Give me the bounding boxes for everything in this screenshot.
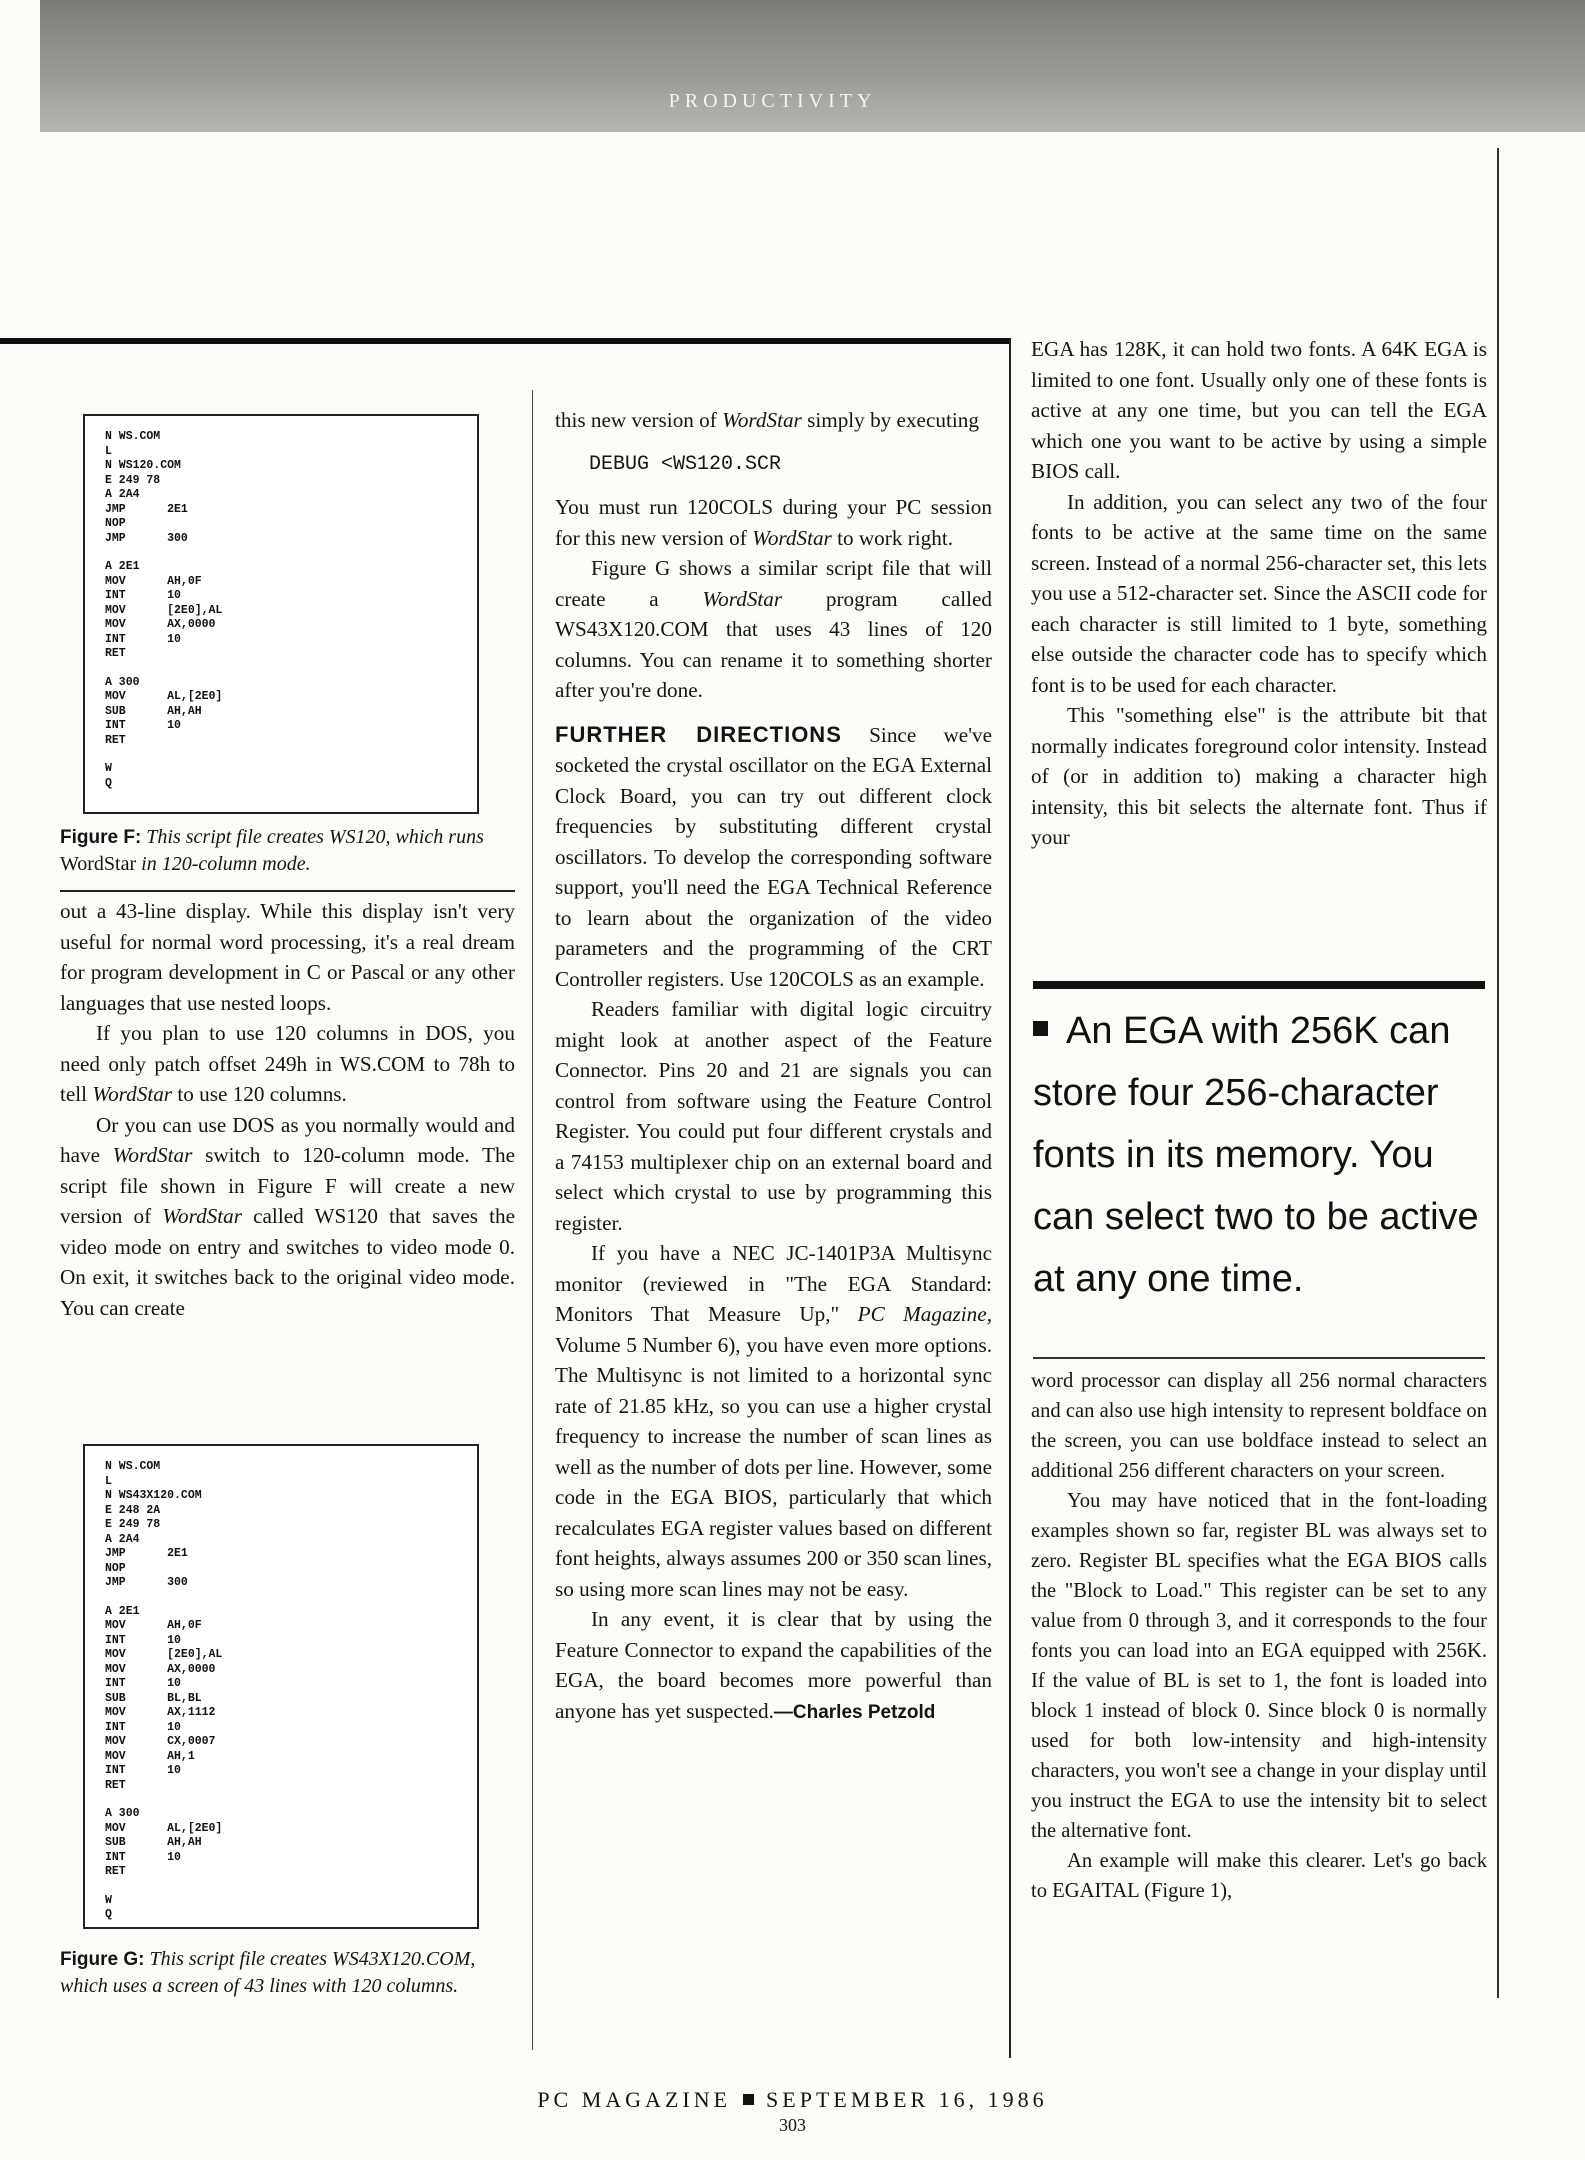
figure-g-code-line: INT 10: [105, 1677, 181, 1690]
col3-paragraph-5: You may have noticed that in the font-loading examples shown so far, register BL was always set to zero. Register BL specifies what the EGA BIOS calls the "Block to Load." This register can be set to any value from 0 through 3, and it corresponds to the four fonts you can load into an EGA equipped with 256K. If the value of BL is set to 1, the font is loaded into block 1 instead of block 0. Since block 0 is normally used for both low-intensity and high-intensity characters, you won't see a change in your display until you instruct the EGA to use the intensity bit to select the alternative font.: [1031, 1490, 1487, 1842]
col3-paragraph-4: word processor can display all 256 normal characters and can also use high intensity to represent boldface on the screen, you can use boldface instead to select an additional 256 different characters on your screen.: [1031, 1370, 1487, 1482]
figure-g-code-line: JMP 2E1: [105, 1547, 188, 1560]
footer-square-icon: [743, 2094, 754, 2105]
figure-f-code-line: MOV [2E0],AL: [105, 603, 223, 617]
figure-g-code-line: MOV AH,1: [105, 1749, 195, 1763]
figure-f-code-line: MOV AX,0000: [105, 618, 216, 631]
debug-command: DEBUG <WS120.SCR: [589, 452, 782, 476]
figure-g-code-line: MOV AL,[2E0]: [105, 1821, 223, 1835]
figure-g-code-line: E 248 2A: [105, 1503, 161, 1517]
figure-g-code-line: MOV [2E0],AL: [105, 1648, 223, 1661]
figure-g-code-line: [105, 1793, 477, 1807]
figure-f-code-line: A 300: [105, 675, 140, 689]
figure-g-code-line: INT 10: [105, 1720, 181, 1734]
pull-quote-text: An EGA with 256K can store four 256-character fonts in its memory. You can select two to be active at any one time.: [1033, 1010, 1479, 1300]
figure-g-code-line: N WS43X120.COM: [105, 1489, 202, 1502]
col3-paragraph-3: This "something else" is the attribute bit that normally indicates foreground color intensity. Instead of (or in addition to) making a character high intensity, this bit selects the alternate font. Thus if your: [1031, 703, 1487, 849]
col1-paragraph-3: Or you can use DOS as you normally would and have WordStar switch to 120-column mode. The script file shown in Figure F will create a new version of WordStar called WS120 that saves the video mode on entry and switches to video mode 0. On exit, it switches back to the original video mode. You can create: [60, 1112, 515, 1320]
figure-g-code-line: INT 10: [105, 1850, 181, 1864]
figure-f-code-line: N WS.COM: [105, 430, 161, 443]
figure-f-caption-text: This script file creates WS120, which runs: [141, 826, 484, 848]
figure-g-code-line: A 300: [105, 1807, 140, 1820]
col2-paragraph-2: You must run 120COLS during your PC session for this new version of WordStar to work right.: [555, 495, 992, 550]
col2-paragraph-5: Readers familiar with digital logic circuitry might look at another aspect of the Feature Connector. Pins 20 and 21 are signals you can control from software using the Feature Control Register. You could put four different crystals and a 74153 multiplexer chip on an external board and select which crystal to use by programming this register.: [555, 997, 992, 1235]
figure-f-code-line: JMP 300: [105, 531, 188, 545]
figure-g-code-line: INT 10: [105, 1633, 181, 1647]
pull-quote: [1033, 1000, 1485, 1310]
figure-g-code-line: A 2A4: [105, 1532, 140, 1546]
figure-g-code-line: RET: [105, 1865, 126, 1878]
col2-paragraph-1: this new version of WordStar simply by executing: [555, 408, 979, 432]
figure-f-caption-app: WordStar: [60, 853, 137, 875]
figure-g-code-line: [105, 1880, 477, 1894]
figure-g-code-line: L: [105, 1474, 112, 1488]
page-edge-rule: [1497, 148, 1499, 1998]
figure-g-code-line: Q: [105, 1908, 112, 1921]
figure-f-code-line: MOV AH,0F: [105, 574, 202, 588]
figure-g-code-line: NOP: [105, 1561, 126, 1575]
figure-g-code-listing: [83, 1444, 479, 1929]
figure-f-code-line: Q: [105, 776, 112, 790]
figure-g-code-line: RET: [105, 1778, 126, 1792]
figure-f-code-line: N WS120.COM: [105, 459, 181, 472]
figure-g-code-line: MOV CX,0007: [105, 1735, 216, 1748]
figure-f-code-line: RET: [105, 647, 126, 660]
footer-magazine: PC MAGAZINE: [537, 2087, 732, 2112]
footer-date: SEPTEMBER 16, 1986: [766, 2087, 1048, 2112]
figure-g-caption: [60, 1946, 520, 1999]
figure-g-code-line: MOV AH,0F: [105, 1619, 202, 1632]
figure-g-code-line: JMP 300: [105, 1576, 188, 1589]
column-1-text: [60, 896, 515, 1323]
figure-f-code-line: INT 10: [105, 589, 181, 602]
col2-paragraph-6: If you have a NEC JC-1401P3A Multisync monitor (reviewed in "The EGA Standard: Monitors That Measure Up," PC Magazine, Volume 5 Number 6), you have even more options. The Multisync is not limited to a horizontal sync rate of 21.85 kHz, so you can use a higher crystal frequency to increase the number of scan lines as well as the number of dots per line. However, some code in the EGA BIOS, particularly that which recalculates EGA register values based on different font heights, always assumes 200 or 350 scan lines, so using more scan lines may not be easy.: [555, 1241, 992, 1601]
figure-g-code-line: MOV AX,1112: [105, 1706, 216, 1719]
pull-quote-rule-top: [1033, 981, 1485, 989]
figure-g-code-line: SUB BL,BL: [105, 1691, 202, 1705]
section-label: PRODUCTIVITY: [668, 90, 877, 112]
figure-f-label: Figure F:: [60, 827, 142, 848]
figure-g-code-line: N WS.COM: [105, 1460, 161, 1473]
col2-paragraph-4: FURTHER DIRECTIONS Since we've socketed the crystal oscillator on the EGA External Clock Board, you can try out different clock frequencies by substituting different crystal oscillators. To develop the corresponding software support, you'll need the EGA Technical Reference to learn about the organization of the video parameters and the programming of the CRT Controller registers. Use 120COLS as an example.: [555, 721, 993, 991]
column-3-text-top: [1031, 334, 1487, 853]
col2-paragraph-3: Figure G shows a similar script file that will create a WordStar program called WS43X120.COM that uses 43 lines of 120 columns. You can rename it to something shorter after you're done.: [555, 556, 992, 702]
figure-f-code-line: [105, 748, 477, 762]
col3-paragraph-6: An example will make this clearer. Let's go back to EGAITAL (Figure 1),: [1031, 1850, 1487, 1902]
figure-f-rule: [60, 890, 515, 892]
pull-quote-rule-bottom: [1033, 1357, 1485, 1359]
figure-g-caption-text: This script file creates WS43X120.COM, which uses a screen of 43 lines with 120 columns.: [60, 1948, 476, 1997]
author-byline: —Charles Petzold: [773, 1701, 936, 1723]
figure-g-code-line: E 249 78: [105, 1518, 161, 1531]
figure-f-code-line: INT 10: [105, 719, 181, 732]
figure-f-code-line: L: [105, 444, 112, 458]
col1-paragraph-1: out a 43-line display. While this display isn't very useful for normal word processing, it's a real dream for program development in C or Pascal or any other languages that use nested loops.: [60, 899, 515, 1015]
top-rule: [0, 338, 1010, 344]
figure-g-code-line: A 2E1: [105, 1604, 140, 1618]
figure-f-code-line: MOV AL,[2E0]: [105, 690, 223, 703]
figure-g-code-line: MOV AX,0000: [105, 1662, 216, 1676]
col3-paragraph-1: EGA has 128K, it can hold two fonts. A 64K EGA is limited to one font. Usually only one of these fonts is active at any one time, but you can tell the EGA which one you want to be active by using a simple BIOS call.: [1031, 337, 1487, 483]
figure-f-code-line: [105, 662, 477, 676]
page-footer: [0, 2087, 1585, 2113]
bullet-square-icon: [1033, 1021, 1048, 1036]
figure-g-code-line: INT 10: [105, 1764, 181, 1777]
figure-f-code-line: NOP: [105, 517, 126, 530]
page-number: 303: [779, 2115, 806, 2135]
figure-g-code-line: SUB AH,AH: [105, 1836, 202, 1849]
figure-f-caption: [60, 824, 520, 877]
figure-g-label: Figure G:: [60, 1949, 145, 1970]
col2-paragraph-7: In any event, it is clear that by using the Feature Connector to expand the capabilities of the EGA, the board becomes more powerful than anyone has yet suspected.—Charles Petzold: [555, 1607, 992, 1723]
figure-f-caption-end: in 120-column mode.: [136, 853, 311, 875]
figure-f-code-line: E 249 78: [105, 473, 161, 487]
figure-f-code-line: A 2A4: [105, 488, 140, 501]
figure-f-code-listing: [83, 414, 479, 814]
figure-f-code-line: SUB AH,AH: [105, 704, 202, 718]
column-divider-2: [1009, 338, 1011, 2058]
figure-f-code-line: RET: [105, 733, 126, 747]
col3-paragraph-2: In addition, you can select any two of the four fonts to be active at the same time on the same screen. Instead of a normal 256-character set, this lets you use a 512-character set. Since the ASCII code for each character is still limited to 1 byte, something else outside the character code has to specify which font is to be used for each character.: [1031, 489, 1487, 697]
column-3-text-bottom: [1031, 1366, 1487, 1906]
figure-g-code-line: [105, 1591, 477, 1605]
figure-f-code-line: JMP 2E1: [105, 502, 188, 516]
figure-f-code-line: A 2E1: [105, 560, 140, 573]
section-heading: FURTHER DIRECTIONS: [555, 721, 842, 747]
figure-f-code-line: [105, 546, 477, 560]
column-2-text: [555, 405, 992, 1728]
figure-f-code-line: INT 10: [105, 632, 181, 646]
col1-paragraph-2: If you plan to use 120 columns in DOS, you need only patch offset 249h in WS.COM to 78h to tell WordStar to use 120 columns.: [60, 1021, 515, 1106]
figure-f-code-line: W: [105, 762, 112, 775]
figure-g-code-line: W: [105, 1893, 112, 1907]
column-divider-1: [532, 390, 533, 2050]
